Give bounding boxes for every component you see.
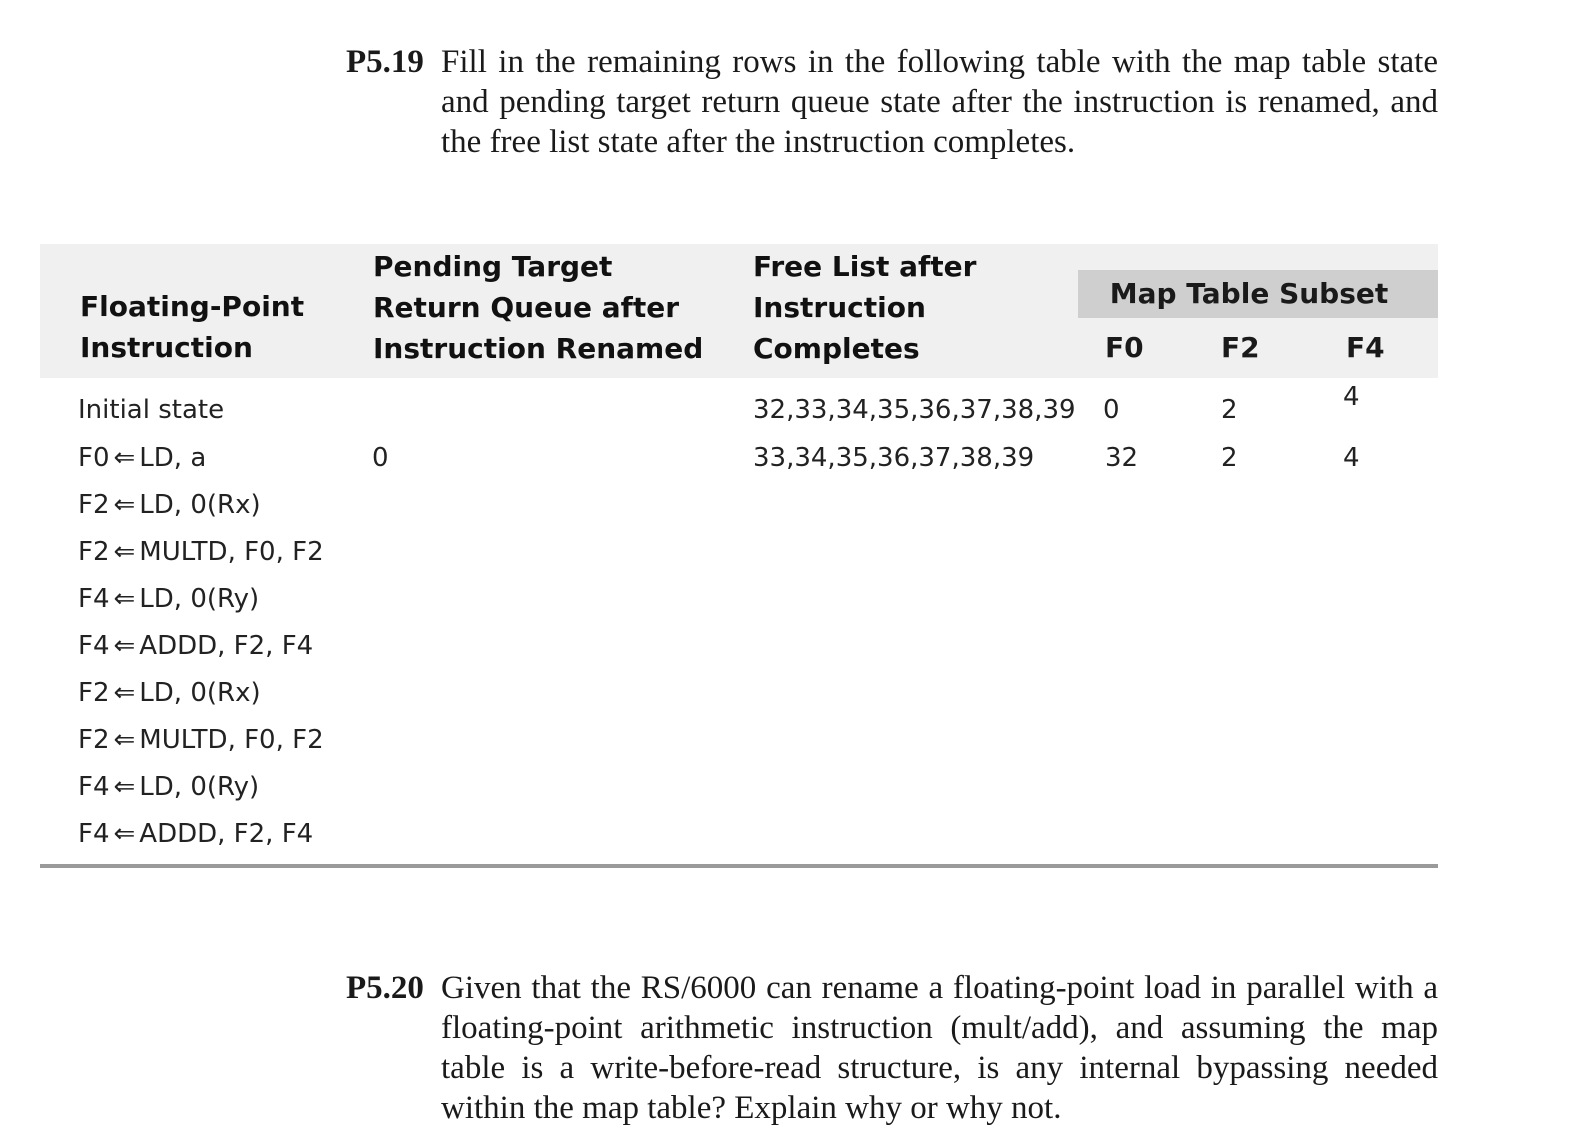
operation: ADDD, F2, F4 [139, 819, 314, 849]
row-instruction [78, 583, 259, 615]
header-pending [373, 246, 703, 369]
header-pending-line: Instruction Renamed [373, 332, 704, 365]
table-bottom-rule [40, 864, 1438, 868]
assign-arrow-icon: ⇐ [113, 490, 136, 520]
header-pending-line: Return Queue after [373, 291, 680, 324]
assign-arrow-icon: ⇐ [113, 443, 136, 473]
row-f4: 4 [1343, 382, 1360, 412]
row-f0: 0 [1103, 395, 1120, 425]
row-pending: 0 [372, 443, 389, 473]
header-freelist-line: Free List after [753, 250, 977, 283]
dest-register: F2 [78, 537, 110, 567]
assign-arrow-icon: ⇐ [113, 819, 136, 849]
header-f2: F2 [1221, 331, 1260, 364]
assign-arrow-icon: ⇐ [113, 772, 136, 802]
header-instruction-line: Instruction [80, 331, 253, 364]
header-f4: F4 [1346, 331, 1385, 364]
row-freelist: 32,33,34,35,36,37,38,39 [753, 395, 1076, 425]
operation: MULTD, F0, F2 [139, 537, 324, 567]
row-f2: 2 [1221, 395, 1238, 425]
dest-register: F2 [78, 678, 110, 708]
rename-table [40, 244, 1438, 868]
row-f0: 32 [1105, 443, 1139, 473]
assign-arrow-icon: ⇐ [113, 678, 136, 708]
header-freelist [753, 246, 976, 369]
dest-register: F0 [78, 443, 110, 473]
row-f2: 2 [1221, 443, 1238, 473]
row-instruction-initial: Initial state [78, 395, 225, 425]
row-instruction [78, 677, 261, 709]
problem-number: P5.20 [346, 970, 424, 1006]
header-instruction [80, 286, 304, 368]
problem-text: Given that the RS/6000 can rename a floating-point load in parallel with a floating-point arithmetic instruction (mult/add), and assuming the map table is a write-before-read structure, is any internal bypassing needed within the map table? Explain why or why not. [441, 970, 1438, 1126]
assign-arrow-icon: ⇐ [113, 631, 136, 661]
operation: LD, 0(Rx) [139, 678, 261, 708]
row-instruction [78, 630, 313, 662]
assign-arrow-icon: ⇐ [113, 725, 136, 755]
row-instruction [78, 536, 324, 568]
operation: LD, 0(Ry) [139, 772, 260, 802]
operation: LD, 0(Ry) [139, 584, 260, 614]
dest-register: F4 [78, 584, 110, 614]
operation: LD, a [139, 443, 207, 473]
assign-arrow-icon: ⇐ [113, 537, 136, 567]
problem-text: Fill in the remaining rows in the following table with the map table state and pending target return queue state after the instruction is renamed, and the free list state after the instruction completes. [441, 44, 1438, 160]
row-instruction [78, 724, 324, 756]
dest-register: F4 [78, 631, 110, 661]
header-freelist-line: Completes [753, 332, 920, 365]
dest-register: F2 [78, 490, 110, 520]
problem-p5-19 [346, 42, 1438, 162]
row-instruction [78, 442, 206, 474]
assign-arrow-icon: ⇐ [113, 584, 136, 614]
header-instruction-line: Floating-Point [80, 290, 305, 323]
dest-register: F4 [78, 819, 110, 849]
row-instruction [78, 818, 313, 850]
dest-register: F4 [78, 772, 110, 802]
row-instruction [78, 771, 259, 803]
operation: LD, 0(Rx) [139, 490, 261, 520]
operation: MULTD, F0, F2 [139, 725, 324, 755]
problem-number: P5.19 [346, 44, 424, 80]
header-freelist-line: Instruction [753, 291, 926, 324]
map-table-title: Map Table Subset [1109, 277, 1389, 310]
row-instruction [78, 489, 261, 521]
row-freelist: 33,34,35,36,37,38,39 [753, 443, 1035, 473]
row-f4: 4 [1343, 443, 1360, 473]
problem-p5-20 [346, 968, 1438, 1128]
dest-register: F2 [78, 725, 110, 755]
header-f0: F0 [1105, 331, 1144, 364]
header-pending-line: Pending Target [373, 250, 613, 283]
operation: ADDD, F2, F4 [139, 631, 314, 661]
